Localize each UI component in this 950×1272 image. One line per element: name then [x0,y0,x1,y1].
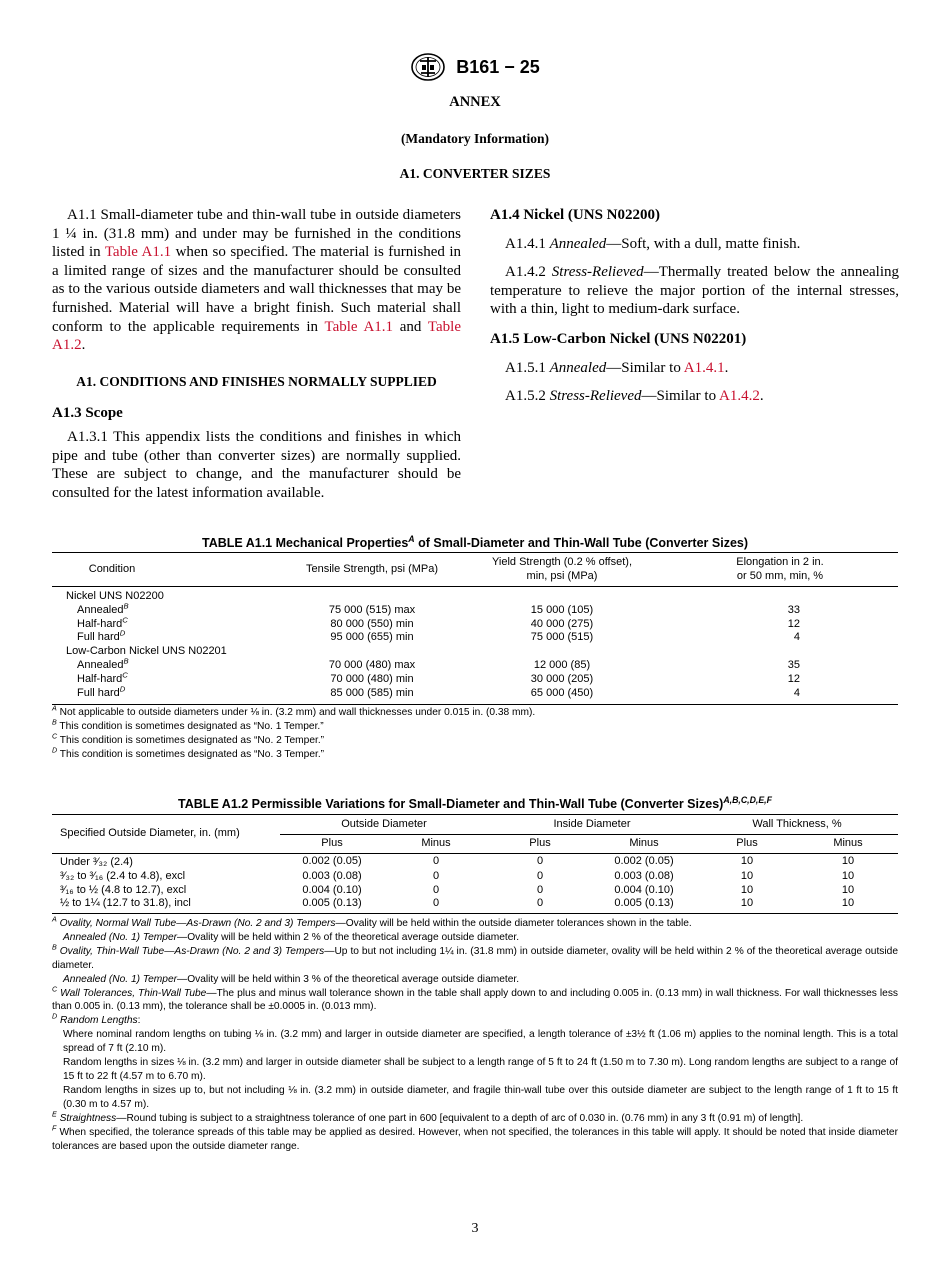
header-wall-plus: Plus [736,837,758,850]
astm-logo-icon [410,52,446,82]
cell-wall-minus: 10 [841,869,855,882]
cell-yield: 30 000 (205) [530,672,594,685]
group-low-carbon-nickel: Low-Carbon Nickel UNS N02201 [66,645,227,658]
cell-od-plus: 0.005 (0.13) [302,897,362,910]
cell-id-minus: 0.003 (0.08) [614,869,674,882]
cell-tensile: 75 000 (515) max [328,603,416,616]
paragraph-a1-1: A1.1 Small-diameter tube and thin-wall tube in outside diameters 1 ¼ in. (31.8 mm) and under may be furnished in the conditions listed in Table A1.1 when so specified. The material is furnished in a limited range of sizes and the manufacturer should be consulted as to the various outside diameters and wall thicknesses that may be furnished. Material will have a bright finish. Such material shall conform to the applicable requirements in Table A1.1 and Table A1.2. [52,207,462,354]
footnote-a-annealed: Annealed (No. 1) Temper—Ovality will be held within 2 % of the theoretical average outside diameter. [63,931,520,943]
link-table-a1-2[interactable]: Table A1.2 [52,318,461,354]
cell-yield: 15 000 (105) [530,603,594,616]
header-od-minus: Minus [421,837,451,850]
header-outside-diameter: Outside Diameter [280,815,488,835]
cell-od-plus: 0.004 (0.10) [302,883,362,896]
cell-yield: 12 000 (85) [533,658,591,671]
cell-od-minus: 0 [432,897,440,910]
cell-od-minus: 0 [432,883,440,896]
cell-id-plus: 0 [536,869,544,882]
header-elongation: Elongation in 2 in. or 50 mm, min, % [736,555,824,582]
cell-id-minus: 0.005 (0.13) [614,897,674,910]
header-condition: Condition [88,562,136,575]
footnote-d-para-3: Random lengths in sizes up to, but not including ⅛ in. (3.2 mm) in outside diameter, and fragile thin-wall tube over this outside diameter are subject to the length range of 1 ft to 15 ft (0.30 m to 4.57 m). [63,1084,898,1110]
header-tensile: Tensile Strength, psi (MPa) [305,562,439,575]
footnote-e: $^E$ Straightness—Round tubing is subject to a straightness tolerance of one part in 600 [equivalent to a depth of arc of 0.030 in. (0.76 mm) in any 3 ft (0.91 m) of length]. [52,1110,804,1124]
cell-elongation: 35 [787,658,800,671]
cell-elongation: 12 [787,617,800,630]
footnote-d-para-2: Random lengths in sizes ⅛ in. (3.2 mm) and larger in outside diameter shall be subject to a length range of 5 ft to 24 ft (1.50 m to 7.30 m). Long random lengths are subject to a range of 15 ft to 22 ft (4.57 m to 6.70 m). [63,1057,898,1082]
table-row [52,687,898,701]
table-a1-2 [52,814,898,914]
footnote-c: $^C$ Wall Tolerances, Thin-Wall Tube—The plus and minus wall tolerance shown in the table shall apply down to and including 0.005 in. (0.13 mm) in wall thickness. For wall thicknesses less than 0.005 in. (0.13 mm), the tolerance shall be ±0.0005 in. (0.013 mm). [52,985,899,1013]
cell-wall-plus: 10 [740,883,754,896]
annex-title: ANNEX [449,94,501,110]
low-carbon-nickel-heading: A1.5 Low-Carbon Nickel (UNS N02201) [490,330,747,347]
footnote-b: $^B$ Ovality, Thin-Wall Tube—As-Drawn (No. 2 and 3) Tempers—Up to but not including 1¼ in. (31.8 mm) in outside diameter, ovality will be held within 2 % of the theoretical average outside diameter. [52,943,898,971]
paragraph-a1-5-1: A1.5.1 Annealed—Similar to A1.4.1. [505,359,729,376]
group-nickel: Nickel UNS N02200 [66,590,164,602]
cell-condition: Annealed$^B$ [77,601,129,616]
conditions-heading: A1. CONDITIONS AND FINISHES NORMALLY SUPPLIED [76,373,437,389]
paragraph-a1-4-2: A1.4.2 Stress-Relieved—Thermally treated below the annealing temperature to relieve the major portion of the internal stresses, with a thin, light to medium-dark surface. [490,264,899,318]
cell-diameter: ³⁄₃₂ to ³⁄₁₆ (2.4 to 4.8), excl [60,869,186,882]
annex-section-title: A1. CONVERTER SIZES [399,166,551,181]
cell-condition: Full hard$^D$ [77,628,126,644]
table-row [52,659,898,673]
annex-subtitle: (Mandatory Information) [400,131,550,146]
left-column [52,206,461,502]
table-row [52,854,898,870]
cell-tensile: 80 000 (550) min [330,617,414,630]
footnote-b-annealed: Annealed (No. 1) Temper—Ovality will be held within 3 % of the theoretical average outside diameter. [63,973,520,985]
cell-wall-minus: 10 [841,855,855,867]
cell-tensile: 70 000 (480) max [328,658,416,671]
cell-id-minus: 0.004 (0.10) [614,883,674,896]
footnote-d: $^D$ Random Lengths: [52,1012,141,1027]
header-wall-minus: Minus [833,837,863,850]
cell-elongation: 4 [793,631,800,644]
footnote-f: $^F$ When specified, the tolerance spreads of this table may be applied as desired. However, when not specified, the tolerances in this table will apply. It should be noted that inside diameter tolerances are based upon the outside diameter range. [52,1124,898,1152]
table-header-row [52,553,898,587]
paragraph-a1-3-1: A1.3.1 This appendix lists the conditions and finishes in which pipe and tube (other than converter sizes) are normally supplied. These are subject to change, and the manufacturer should be consulted for the latest information available. [52,428,461,501]
cell-id-minus: 0.002 (0.05) [614,855,674,867]
page-header [0,52,950,82]
right-column [490,206,899,406]
cell-wall-minus: 10 [841,883,855,896]
cell-elongation: 12 [787,672,800,685]
cell-wall-plus: 10 [740,869,754,882]
table-a1-1-footnotes [52,706,898,762]
cell-id-plus: 0 [536,855,544,867]
link-a1-4-2[interactable]: A1.4.2 [719,388,760,405]
cell-wall-plus: 10 [740,855,754,867]
cell-diameter: Under ³⁄₃₂ (2.4) [60,856,133,868]
header-wall-thickness: Wall Thickness, % [696,815,898,835]
table-a1-2-footnotes [52,917,898,1153]
table-a1-2-title: TABLE A1.2 Permissible Variations for Small-Diameter and Thin-Wall Tube (Converter Sizes)$^{A,B,C,D,E,F}$ [178,794,772,811]
table-row [52,870,898,884]
cell-id-plus: 0 [536,883,544,896]
cell-tensile: 85 000 (585) min [330,686,414,699]
cell-condition: Half-hard$^C$ [77,670,128,685]
header-inside-diameter: Inside Diameter [488,815,696,835]
cell-condition: Half-hard$^C$ [77,614,128,630]
cell-yield: 40 000 (275) [530,617,594,630]
footnote-a: $^A$ Ovality, Normal Wall Tube—As-Drawn (No. 2 and 3) Tempers—Ovality will be held within the outside diameter tolerances shown in the table. [52,915,692,929]
link-a1-4-1[interactable]: A1.4.1 [683,359,725,376]
cell-tensile: 70 000 (480) min [330,672,414,685]
table-row [52,618,898,632]
cell-condition: Full hard$^D$ [77,683,126,699]
cell-tensile: 95 000 (655) min [330,631,414,644]
cell-yield: 75 000 (515) [530,631,594,644]
cell-diameter: ³⁄₁₆ to ½ (4.8 to 12.7), excl [60,883,187,896]
footnote: $^C$ This condition is sometimes designated as “No. 2 Temper.” [52,732,325,746]
paragraph-a1-4-1: A1.4.1 Annealed—Soft, with a dull, matte finish. [505,235,801,252]
table-a1-1-title: TABLE A1.1 Mechanical Properties$^A$ of Small-Diameter and Thin-Wall Tube (Converter Sizes) [201,533,749,550]
nickel-heading: A1.4 Nickel (UNS N02200) [490,207,660,223]
link-table-a1-1[interactable]: Table A1.1 [104,244,172,261]
footnote: $^A$ Not applicable to outside diameters under ⅛ in. (3.2 mm) and wall thicknesses under 0.015 in. (0.38 mm). [52,704,536,718]
table-row [52,673,898,687]
header-yield: Yield Strength (0.2 % offset), min, psi (MPa) [491,555,633,582]
cell-condition: Annealed$^B$ [77,656,129,671]
header-specified-od: Specified Outside Diameter, in. (mm) [52,815,280,854]
footnote: $^B$ This condition is sometimes designated as “No. 1 Temper.” [52,718,324,732]
footnote-d-para-1: Where nominal random lengths on tubing ⅛ in. (3.2 mm) and larger in outside diameter are specified, a length tolerance of ±3½ ft (1.06 m) applies to the nominal length. This is a total spread of 7 ft (2.10 m). [63,1029,898,1055]
cell-diameter: ½ to 1¼ (12.7 to 31.8), incl [60,897,191,910]
cell-yield: 65 000 (450) [530,686,594,699]
cell-od-minus: 0 [432,855,440,867]
table-row [52,897,898,911]
header-id-minus: Minus [629,837,659,850]
header-od-plus: Plus [321,837,343,850]
table-row [52,604,898,618]
footnote: $^D$ This condition is sometimes designated as “No. 3 Temper.” [52,746,325,760]
page-number: 3 [471,1221,479,1236]
cell-wall-plus: 10 [740,897,754,910]
cell-elongation: 33 [787,603,800,616]
table-a1-1 [52,552,898,705]
cell-od-minus: 0 [432,869,440,882]
table-row [52,884,898,898]
cell-wall-minus: 10 [841,897,855,910]
scope-heading: A1.3 Scope [52,405,123,422]
link-table-a1-1-b[interactable]: Table A1.1 [324,318,394,335]
document-code: B161 − 25 [456,56,540,77]
cell-id-plus: 0 [536,897,544,910]
table-row [52,631,898,645]
paragraph-a1-5-2: A1.5.2 Stress-Relieved—Similar to A1.4.2. [505,388,764,405]
header-id-plus: Plus [529,837,551,850]
cell-od-plus: 0.003 (0.08) [302,869,362,882]
cell-elongation: 4 [793,686,800,699]
cell-od-plus: 0.002 (0.05) [302,855,362,867]
